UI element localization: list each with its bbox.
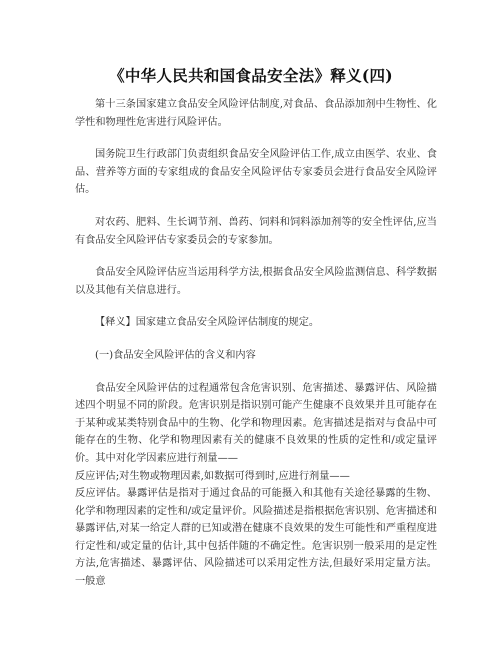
section-heading: (一)食品安全风险评估的含义和内容 xyxy=(95,349,256,361)
paragraph-interpretation: 【释义】国家建立食品安全风险评估制度的规定。 xyxy=(95,317,320,329)
paragraph-pesticide-assessment: 对农药、肥料、生长调节剂、兽药、饲料和饲料添加剂等的安全性评估,应当有食品安全风险评估专家委员会的专家参加。 xyxy=(75,216,437,246)
paragraph-scientific-method: 食品安全风险评估应当运用科学方法,根据食品安全风险监测信息、科学数据以及其他有关信息进行。 xyxy=(75,267,437,296)
document-title: 《中华人民共和国食品安全法》释义(四) xyxy=(109,66,393,85)
paragraph-continuation-2: 反应评估。暴露评估是指对于通过食品的可能摄入和其他有关途径暴露的生物、化学和物理因素的定性和/或定量评价。风险描述是指根据危害识别、危害描述和暴露评估,对某一给定人群的已知或潜在健康不良效果的发生可能性和严重程度进行定性和/或定量的估计,其中包括伴随的不确定性。危害识别一般采用的是定性方法,危害描述、暴露评估、风险描述可以采用定性方法,但最好采用定量方法。一般意 xyxy=(75,488,437,588)
paragraph-state-council: 国务院卫生行政部门负责组织食品安全风险评估工作,成立由医学、农业、食品、营养等方面的专家组成的食品安全风险评估专家委员会进行食品安全风险评估。 xyxy=(75,149,437,196)
paragraph-continuation-1: 反应评估;对生物或物理因素,如数据可得到时,应进行剂量—— xyxy=(75,470,350,482)
paragraph-risk-assessment-process: 食品安全风险评估的过程通常包含危害识别、危害描述、暴露评估、风险描述四个明显不同的阶段。危害识别是指识别可能产生健康不良效果并且可能存在于某种或某类特别食品中的生物、化学和物理因素。危害描述是指对与食品中可能存在的生物、化学和物理因素有关的健康不良效果的性质的定性和/或定量评价。其中对化学因素应进行剂量—— xyxy=(75,382,437,464)
document-body xyxy=(75,96,437,591)
paragraph-article-13: 第十三条国家建立食品安全风险评估制度,对食品、食品添加剂中生物性、化学性和物理性危害进行风险评估。 xyxy=(75,99,437,128)
